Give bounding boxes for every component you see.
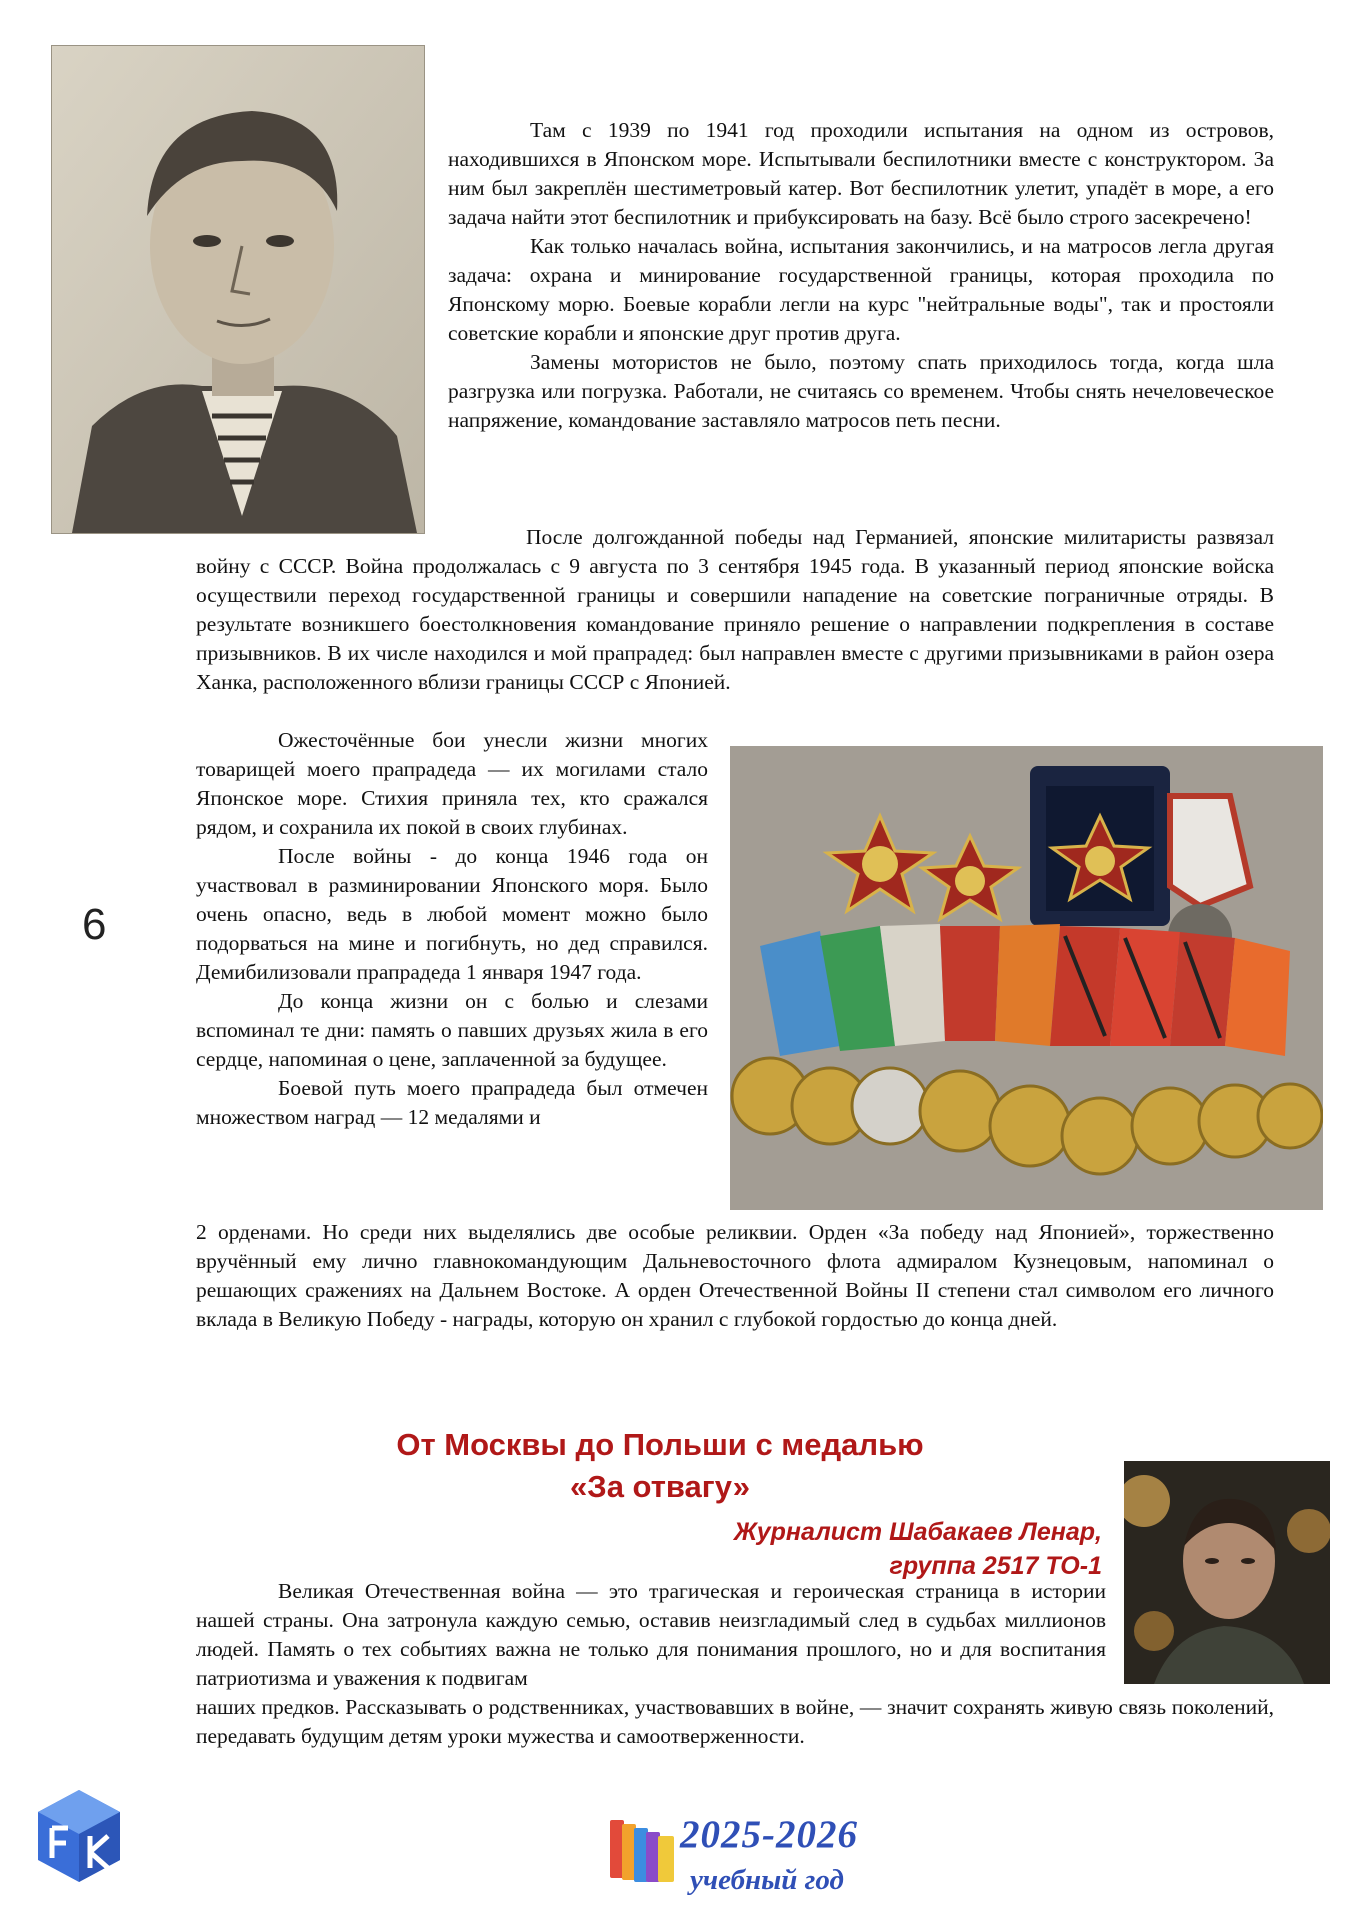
article-title: [300, 1424, 1020, 1508]
journalist-photo: [1124, 1461, 1330, 1684]
text-block-beside-medals: [196, 726, 708, 1132]
footer-year: 2025-2026: [680, 1813, 858, 1856]
paragraph: Как только началась война, испытания закончились, и на матросов легла другая задача: охрана и минирование государственной границы, которая проходила по Японскому морю. Боевые корабли легли на курс "нейтральные воды", так и простояли советские корабли и японские друг против друга.: [448, 234, 1274, 345]
article-title-line: «За отвагу»: [570, 1469, 750, 1504]
article-title-line: От Москвы до Польши с медалью: [396, 1427, 924, 1462]
text-block-awards: [196, 1218, 1274, 1334]
paragraph: Ожесточённые бои унесли жизни многих товарищей моего прапрадеда — их могилами стало Японское море. Стихия приняла тех, кто сражался рядом, и сохранила их покой в своих глубинах.: [196, 728, 708, 839]
paragraph: Там с 1939 по 1941 год проходили испытания на одном из островов, находившихся в Японском море. Испытывали беспилотники вместе с конструктором. За ним был закреплён шестиметровый катер. Вот беспилотник улетит, упадёт в море, а его задача найти этот беспилотник и прибуксировать на базу. Всё было строго засекречено!: [448, 118, 1274, 229]
paragraph: После долгожданной победы над Германией, японские милитаристы развязал войну с СССР. Война продолжалась с 9 августа по 3 сентября 1945 года. В указанный период японские войска осуществили переход государственной границы и совершили нападение на советские пограничные отряды. В результате возникшего боестолкновения командование приняло решение о направлении подкрепления в составе призывников. В их числе находился и мой прапрадед: был направлен вместе с другими призывниками в район озера Ханка, расположенного вблизи границы СССР с Японией.: [196, 525, 1274, 694]
page-number: 6: [82, 900, 107, 949]
medals-photo: [730, 746, 1323, 1210]
author-name: Журналист Шабакаев Ленар,: [733, 1518, 1102, 1546]
paragraph: Боевой путь моего прапрадеда был отмечен множеством наград — 12 медалями и: [196, 1076, 708, 1129]
paragraph: После войны - до конца 1946 года он участвовал в разминировании Японского моря. Было очень опасно, ведь в любой момент можно было подорваться на мине и погибнуть, но дед справился. Демибилизовали прапрадеда 1 января 1947 года.: [196, 844, 708, 984]
author-group: группа 2517 ТО-1: [889, 1552, 1102, 1580]
article-byline: [600, 1515, 1102, 1583]
text-block-beside-portrait: [448, 116, 1274, 435]
footer-subtitle: учебный год: [690, 1864, 844, 1896]
paragraph: До конца жизни он с болью и слезами вспоминал те дни: память о павших друзьях жила в его сердце, напоминая о цене, заплаченной за будущее.: [196, 989, 708, 1071]
portrait-photo: [51, 45, 425, 534]
paragraph: Замены мотористов не было, поэтому спать приходилось тогда, когда шла разгрузка или погрузка. Работали, не считаясь со временем. Чтобы снять нечеловеческое напряжение, командование заставляло матросов петь песни.: [448, 350, 1274, 432]
text-block-full-width: [196, 523, 1274, 697]
paragraph: наших предков. Рассказывать о родственниках, участвовавших в войне, — значит сохранять живую связь поколений, передавать будущим детям уроки мужества и самоотверженности.: [196, 1695, 1274, 1748]
paragraph: 2 орденами. Но среди них выделялись две особые реликвии. Орден «За победу над Японией», торжественно вручённый ему лично главнокомандующим Дальневосточного флота адмиралом Кузнецовым, напоминал о решающих сражениях на Дальнем Востоке. А орден Отечественной Войны II степени стал символом его личного вклада в Великую Победу - награды, которую он хранил с глубокой гордостью до конца дней.: [196, 1220, 1274, 1331]
text-block-intro-end: [196, 1693, 1274, 1751]
folders-icon: [606, 1812, 680, 1884]
text-block-intro: [196, 1577, 1106, 1693]
paragraph: Великая Отечественная война — это трагическая и героическая страница в истории нашей страны. Она затронула каждую семью, оставив неизгладимый след в судьбах миллионов людей. Память о тех событиях важна не только для понимания прошлого, но и для воспитания патриотизма и уважения к подвигам: [196, 1579, 1106, 1690]
cube-logo-icon: [36, 1788, 122, 1884]
